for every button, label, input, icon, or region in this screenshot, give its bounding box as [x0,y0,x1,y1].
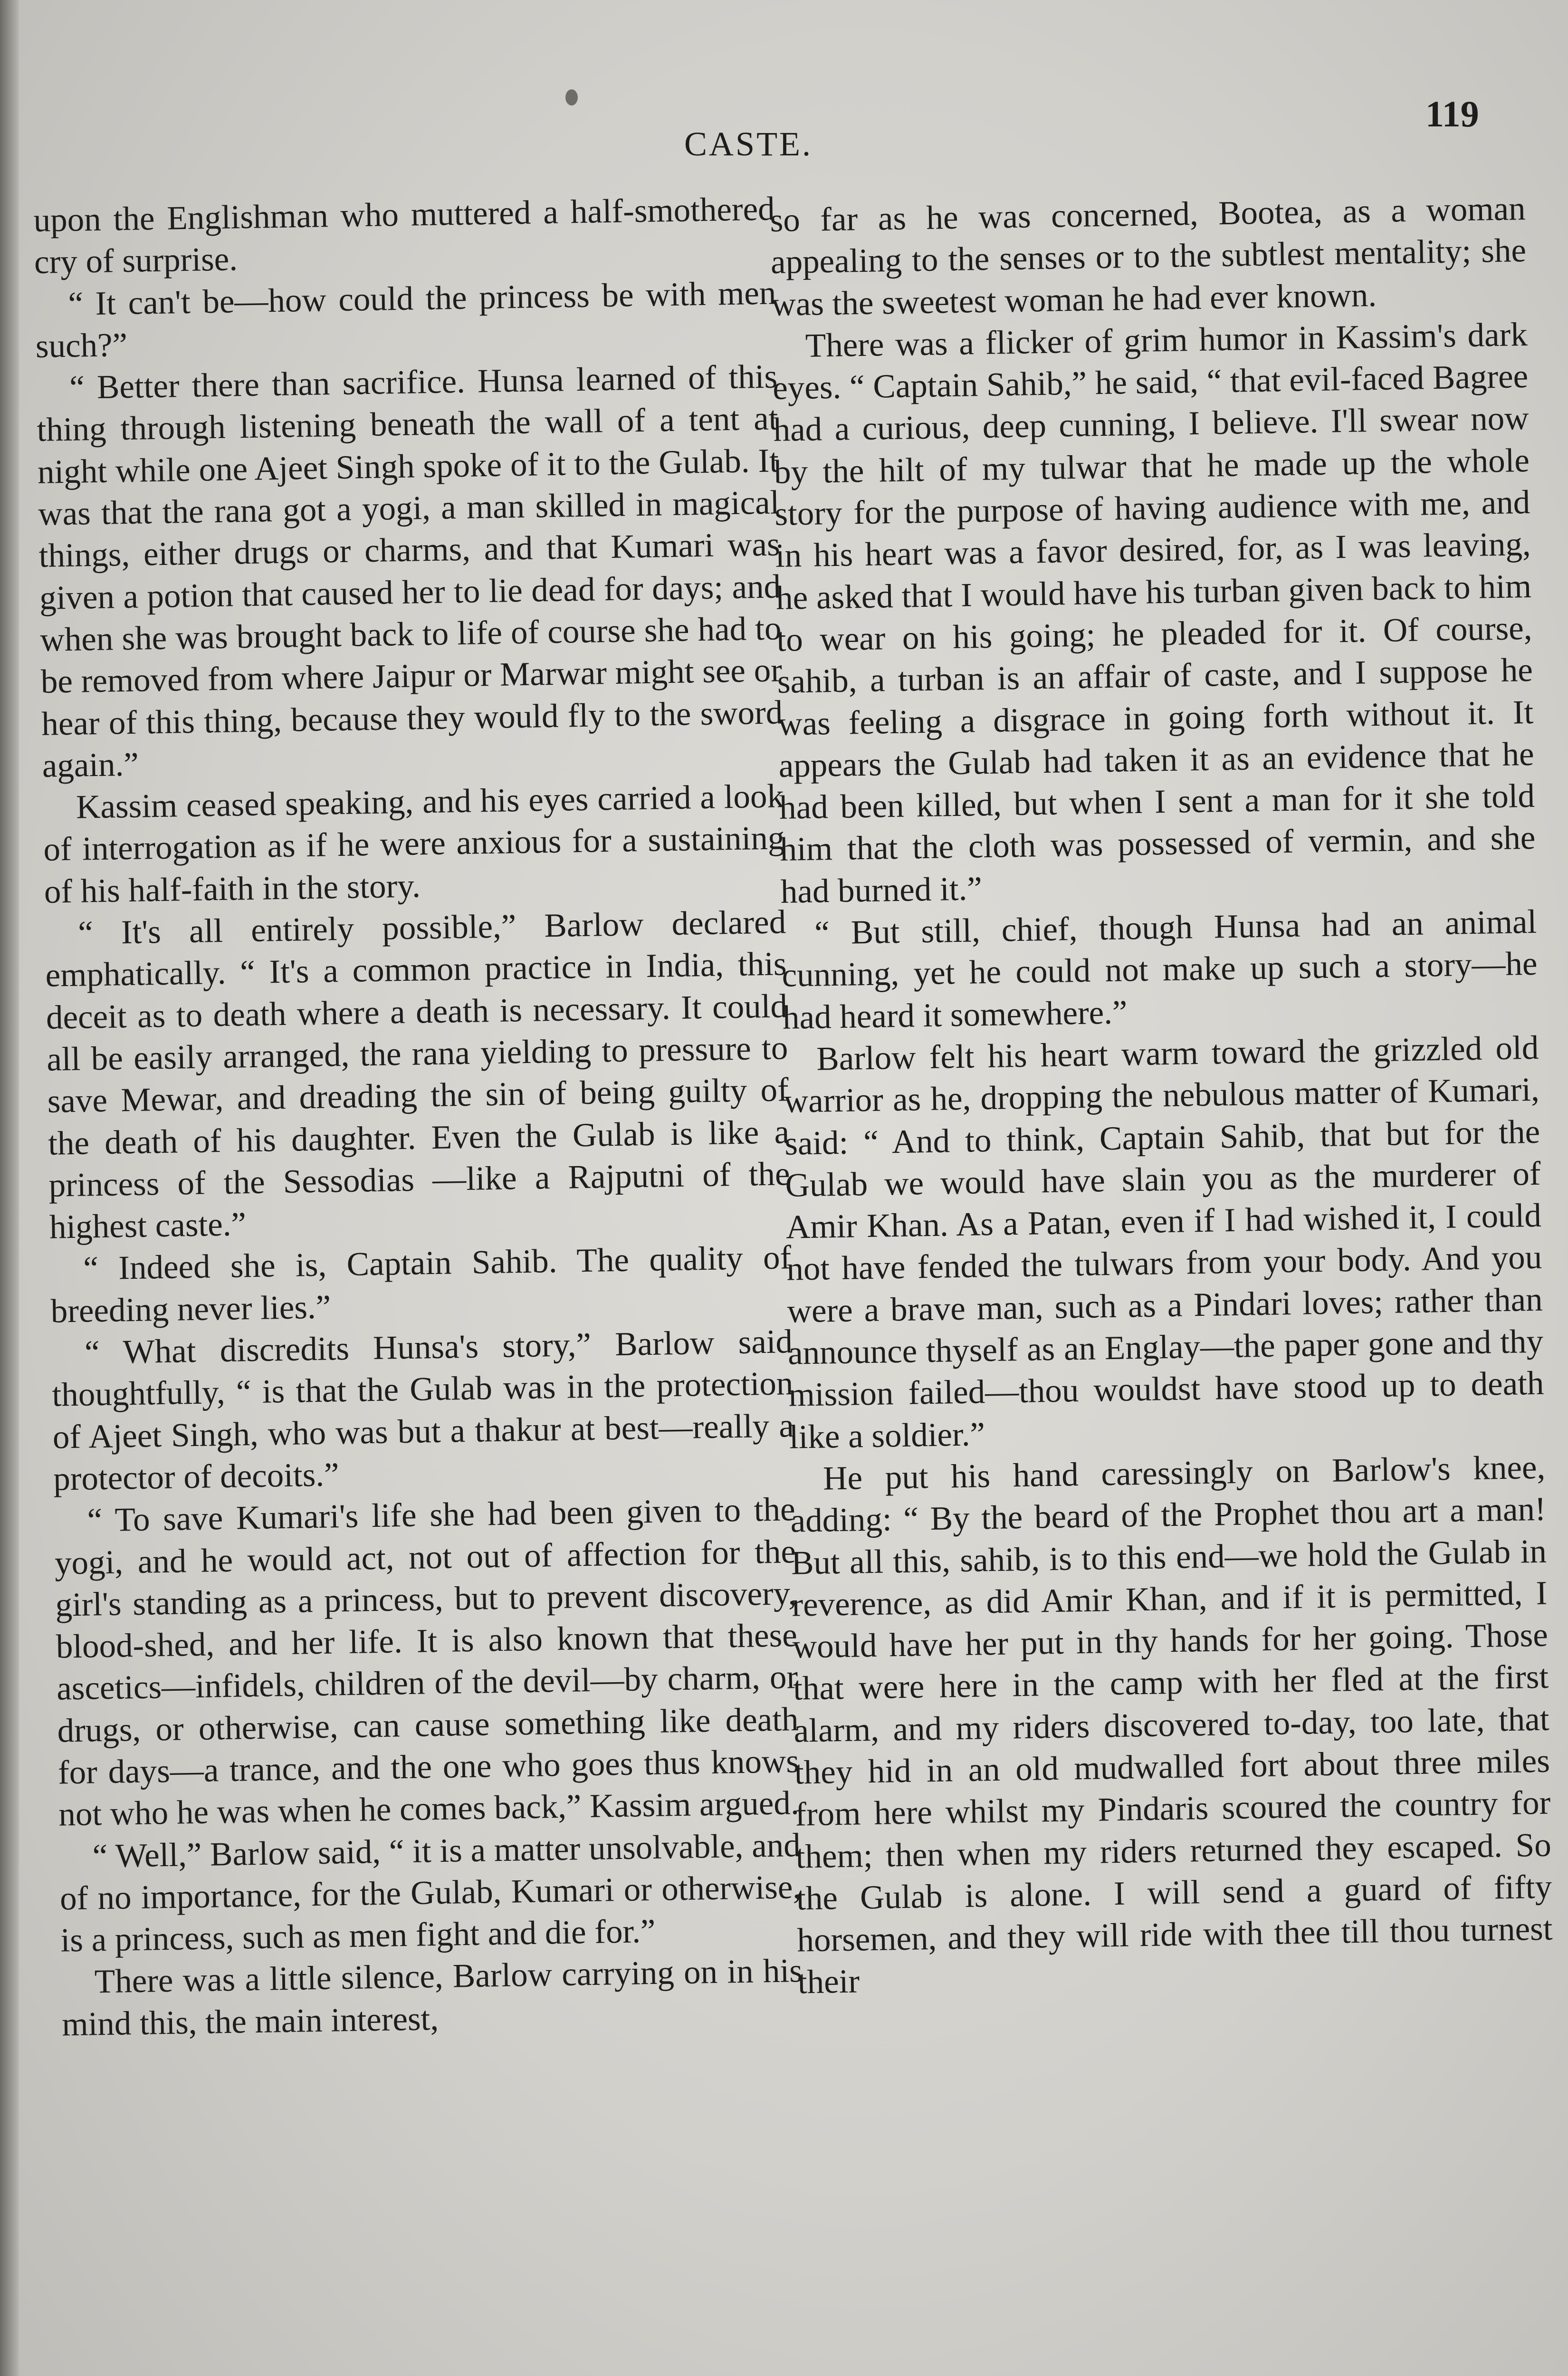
paragraph: “ Indeed she is, Captain Sahib. The quality of breeding never lies.” [50,1239,792,1330]
running-title: CASTE. [684,125,813,163]
paragraph: so far as he was concerned, Bootea, as a woman appealing to the senses or to the subtlest mentality; she was the sweetest woman he had ever known. [770,190,1527,323]
paragraph: “ To save Kumari's life she had been given to the yogi, and he would act, not out of affection for the girl's standing as a princess, but to prevent discovery, blood-shed, and her life. It is also known that these ascetics—infidels, children of the devil—by charm, or drugs, or otherwise, can cause something like death for days—a trance, and the one who goes thus knows not who he was when he comes back,” Kassim argued. [54,1491,800,1833]
paragraph: upon the Englishman who muttered a half-smothered cry of surprise. [33,190,775,281]
paragraph: “ What discredits Hunsa's story,” Barlow said thoughtfully, “ is that the Gulab was in the protection of Ajeet Singh, who was but a thakur at best—really a protector of decoits.” [51,1323,794,1498]
paragraph: “ It can't be—how could the princess be with men such?” [35,274,776,365]
paragraph: Barlow felt his heart warm toward the grizzled old warrior as he, dropping the nebulous matter of Kumari, said: “ And to think, Captain Sahib, that but for the Gulab we would have slain you as the murderer of Amir Khan. As a Patan, even if I had wished it, I could not have fended the tulwars from your body. And you were a brave man, such as a Pindari loves; rather than announce thyself as an Englay—the paper gone and thy mission failed—thou wouldst have stood up to death like a soldier.” [784,1029,1544,1456]
left-column [33,188,803,2045]
paragraph: Kassim ceased speaking, and his eyes carried a look of interrogation as if he were anxious for a sustaining of his half-faith in the story. [43,777,785,910]
paragraph: “ But still, chief, though Hunsa had an animal cunning, yet he could not make up such a story—he had heard it somewhere.” [782,903,1538,1036]
page-number: 119 [1425,93,1479,134]
paragraph: “ Well,” Barlow said, “ it is a matter unsolvable, and of no importance, for the Gulab, Kumari or otherwise, is a princess, such as men fight and die for.” [59,1826,802,1959]
paragraph: He put his hand caressingly on Barlow's knee, adding: “ By the beard of the Prophet thou art a man! But all this, sahib, is to this end—we hold the Gulab in reverence, as did Amir Khan, and if it is permitted, I would have her put in thy hands for her going. Those that were here in the camp with her fled at the first alarm, and my riders discovered to-day, too late, that they hid in an old mudwalled fort about three miles from here whilst my Pindaris scoured the country for them; then when my riders returned they escaped. So the Gulab is alone. I will send a guard of fifty horsemen, and they will ride with thee till thou turnest their [790,1448,1553,2002]
paragraph: There was a flicker of grim humor in Kassim's dark eyes. “ Captain Sahib,” he said, “ that evil-faced Bagree had a curious, deep cunning, I believe. I'll swear now by the hilt of my tulwar that he made up the whole story for the purpose of having audience with me, and in his heart was a favor desired, for, as I was leaving, he asked that I would have his turban given back to him to wear on his going; he pleaded for it. Of course, sahib, a turban is an affair of caste, and I suppose he was feeling a disgrace in going forth without it. It appears the Gulab had taken it as an evidence that he had been killed, but when I sent a man for it she told him that the cloth was possessed of vermin, and she had burned it.” [772,316,1536,910]
paragraph: “ Better there than sacrifice. Hunsa learned of this thing through listening beneath the wall of a tent at night while one Ajeet Singh spoke of it to the Gulab. It was that the rana got a yogi, a man skilled in magical things, either drugs or charms, and that Kumari was given a potion that caused her to lie dead for days; and when she was brought back to life of course she had to be removed from where Jaipur or Marwar might see or hear of this thing, because they would fly to the sword again.” [37,358,783,785]
paragraph: There was a little silence, Barlow carrying on in his mind this, the main interest, [61,1952,803,2043]
right-column [770,188,1553,2003]
ink-blot [565,89,578,105]
paragraph: “ It's all entirely possible,” Barlow declared emphatically. “ It's a common practice in India, this deceit as to death where a death is necessary. It could all be easily arranged, the rana yielding to pressure to save Mewar, and dreading the sin of being guilty of the death of his daughter. Even the Gulab is like a princess of the Sessodias —like a Rajputni of the highest caste.” [45,903,791,1246]
